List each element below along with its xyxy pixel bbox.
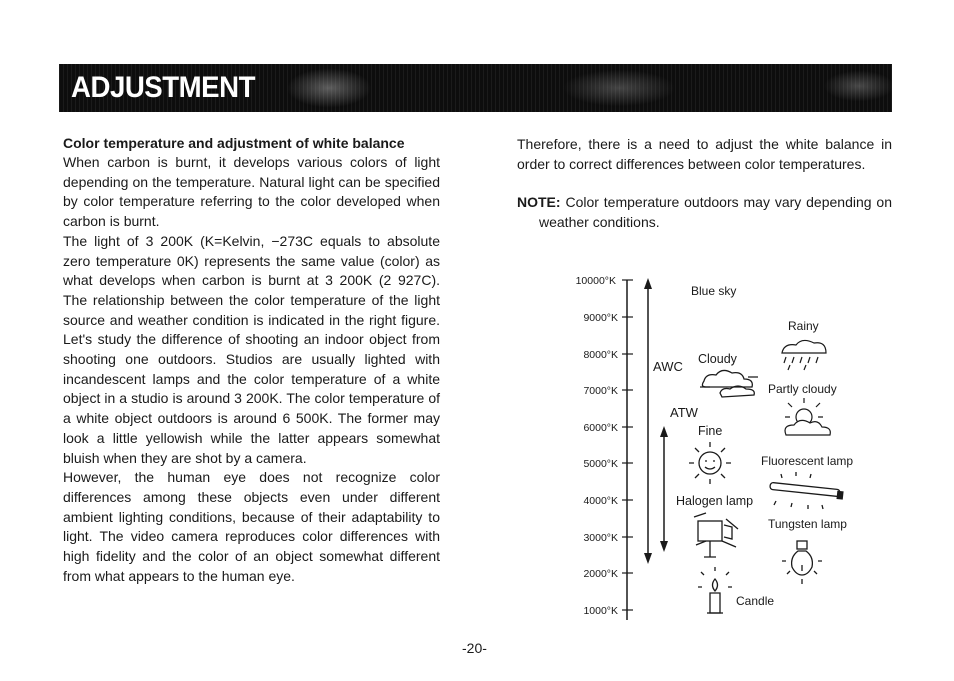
cloud-icon bbox=[700, 370, 758, 397]
section-banner bbox=[59, 64, 892, 112]
label-blue-sky: Blue sky bbox=[691, 284, 737, 298]
fluorescent-tube-icon bbox=[770, 472, 843, 509]
scale-label-3000: 3000°K bbox=[583, 532, 618, 544]
scale-label-7000: 7000°K bbox=[583, 385, 618, 397]
sun-behind-cloud-icon bbox=[785, 398, 830, 435]
scale-label-9000: 9000°K bbox=[583, 312, 618, 324]
awc-label: AWC bbox=[653, 359, 683, 374]
section-title: ADJUSTMENT bbox=[71, 71, 256, 104]
note bbox=[517, 192, 892, 232]
label-halogen: Halogen lamp bbox=[676, 494, 754, 508]
note-label: NOTE: bbox=[517, 194, 561, 210]
label-fluorescent: Fluorescent lamp bbox=[761, 454, 854, 468]
label-partly-cloudy: Partly cloudy bbox=[768, 382, 837, 396]
light-bulb-icon bbox=[782, 541, 822, 584]
scale-label-2000: 2000°K bbox=[583, 568, 618, 580]
candle-icon bbox=[698, 567, 732, 613]
scale-label-4000: 4000°K bbox=[583, 495, 618, 507]
scale-label-5000: 5000°K bbox=[583, 458, 618, 470]
awc-range-arrow bbox=[644, 278, 652, 564]
scale-label-1000: 1000°K bbox=[583, 605, 618, 617]
section-heading: Color temperature and adjustment of white balance bbox=[63, 135, 405, 151]
note-text: Color temperature outdoors may vary depending on weather conditions. bbox=[539, 194, 892, 230]
label-tungsten: Tungsten lamp bbox=[768, 517, 847, 531]
color-temperature-figure bbox=[560, 265, 880, 625]
halogen-lamp-icon bbox=[694, 513, 738, 557]
atw-range-arrow bbox=[660, 426, 668, 552]
atw-label: ATW bbox=[670, 405, 698, 420]
page-number: -20- bbox=[462, 640, 487, 656]
sun-icon bbox=[689, 442, 731, 484]
scale-label-8000: 8000°K bbox=[583, 349, 618, 361]
left-column bbox=[63, 133, 440, 586]
label-rainy: Rainy bbox=[788, 319, 819, 333]
rain-cloud-icon bbox=[782, 340, 826, 370]
label-candle: Candle bbox=[736, 594, 775, 608]
paragraph-kelvin: The light of 3 200K (K=Kelvin, −273C equals to absolute zero temperature 0K) represents the same value (color) as what develops when carbon is burnt at 3 200K (2 927C). The relationship between the color temperature of the light source and weather condition is indicated in the right figure. Let's study the difference of shooting an indoor object from shooting one outdoors. Studios are usually lighted with incandescent lamps and the color temperature of a white object in a studio is around 3 200K. The color temperature of a white object outdoors is around 6 500K. The former may look a little yellowish while the latter appears somewhat bluish when they are shot by a camera. bbox=[63, 232, 440, 466]
scale-label-6000: 6000°K bbox=[583, 422, 618, 434]
right-column bbox=[517, 134, 892, 232]
paragraph-human-eye: However, the human eye does not recognize color differences among these objects even under different ambient lighting conditions, because of their adaptability to light. The video camera reproduces color differences with high fidelity and the color of an object somewhat different from what appears to the human eye. bbox=[63, 469, 440, 584]
label-cloudy: Cloudy bbox=[698, 352, 737, 366]
scale-label-10000: 10000°K bbox=[575, 275, 616, 287]
paragraph-therefore: Therefore, there is a need to adjust the white balance in order to correct differences between color temperatures. bbox=[517, 136, 892, 172]
label-fine: Fine bbox=[698, 424, 723, 438]
paragraph-carbon: When carbon is burnt, it develops various colors of light depending on the temperature. Natural light can be specified by color temperature referring to the color developed when carbon is burnt. bbox=[63, 154, 440, 230]
